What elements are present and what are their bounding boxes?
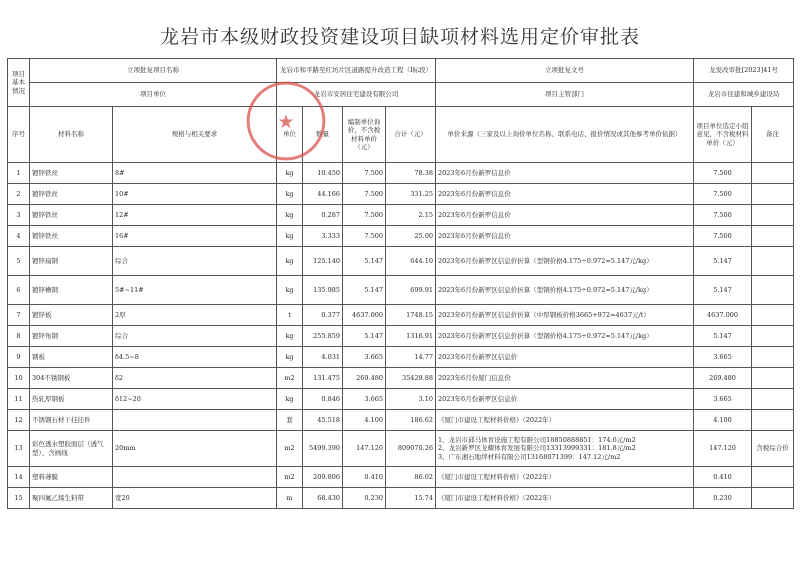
row-total: 1748.15 (386, 305, 436, 326)
table-row (8, 431, 794, 467)
row-total: 1316.91 (386, 326, 436, 347)
row-approved: 0.410 (694, 467, 752, 488)
table-row (8, 205, 794, 226)
col-header-total: 合计（元） (386, 107, 436, 163)
row-qty: 135.985 (303, 276, 343, 305)
page-title: 龙岩市本级财政投资建设项目缺项材料选用定价审批表 (159, 26, 640, 48)
row-unit: m (277, 488, 303, 509)
table-row (8, 347, 794, 368)
row-no: 1 (8, 163, 30, 184)
row-qty: 255.859 (303, 326, 343, 347)
row-total: 15.74 (386, 488, 436, 509)
row-material: 镀锌铁丝 (30, 226, 113, 247)
row-spec (113, 467, 277, 488)
row-note (752, 247, 794, 276)
row-source: 2023年6月份新罗信息价 (436, 205, 694, 226)
approval-table (7, 58, 794, 509)
row-total: 699.91 (386, 276, 436, 305)
row-qty: 10.450 (303, 163, 343, 184)
col-header-source: 单价来源（三家及以上询价单位名称、联系电话、报价情况或其他参考单价依据） (436, 107, 694, 163)
row-price: 7.500 (343, 184, 386, 205)
row-qty: 0.377 (303, 305, 343, 326)
row-total: 644.10 (386, 247, 436, 276)
project-info-label: 项目基本情况 (8, 59, 30, 107)
row-spec: 12# (113, 205, 277, 226)
row-source-line: 3、广东湘石地坪材料有限公司13168071399：147.12元/m2 (438, 452, 621, 461)
row-qty: 3.333 (303, 226, 343, 247)
row-note (752, 305, 794, 326)
row-approved: 7.500 (694, 226, 752, 247)
row-approved: 5.147 (694, 247, 752, 276)
table-row (8, 184, 794, 205)
row-material: 镀锌铁丝 (30, 163, 113, 184)
row-note (752, 347, 794, 368)
row-spec: δ2 (113, 368, 277, 389)
row-unit: kg (277, 163, 303, 184)
row-approved: 4.100 (694, 410, 752, 431)
row-price: 7.500 (343, 205, 386, 226)
row-note (752, 467, 794, 488)
row-unit: kg (277, 226, 303, 247)
row-qty: 45.518 (303, 410, 343, 431)
row-no: 2 (8, 184, 30, 205)
row-spec: 宽20 (113, 488, 277, 509)
row-unit: kg (277, 276, 303, 305)
row-material: 热轧厚钢板 (30, 389, 113, 410)
row-price: 0.410 (343, 467, 386, 488)
row-price: 4637.000 (343, 305, 386, 326)
row-spec: 综合 (113, 247, 277, 276)
row-no: 9 (8, 347, 30, 368)
row-price: 3.665 (343, 347, 386, 368)
project-unit-value: 龙岩市安居住宅建设有限公司 (277, 83, 436, 107)
row-price: 269.480 (343, 368, 386, 389)
row-material: 镀锌扁钢 (30, 247, 113, 276)
row-total: 809070.26 (386, 431, 436, 467)
row-qty: 209.806 (303, 467, 343, 488)
row-qty: 0.846 (303, 389, 343, 410)
row-spec: 20mm (113, 431, 277, 467)
col-header-spec: 规格与相关要求 (113, 107, 277, 163)
row-note (752, 410, 794, 431)
row-approved: 5.147 (694, 326, 752, 347)
row-source: 2023年6月份新罗区信息价折算（型钢价格4.175÷0.972=5.147元/kg） (436, 247, 694, 276)
table-row (8, 305, 794, 326)
row-total: 2.15 (386, 205, 436, 226)
row-note (752, 488, 794, 509)
row-no: 7 (8, 305, 30, 326)
row-unit: t (277, 305, 303, 326)
row-unit: kg (277, 205, 303, 226)
row-unit: 套 (277, 410, 303, 431)
row-source: 2023年6月份新罗区信息价 (436, 347, 694, 368)
row-spec: 8# (113, 163, 277, 184)
row-price: 3.665 (343, 389, 386, 410)
row-source: 《厦门市建设工程材料价格》（2022年） (436, 410, 694, 431)
row-approved: 4637.000 (694, 305, 752, 326)
approval-name-value: 龙岩市和平路至红坊片区道路提升改造工程（Ⅰ标段） (277, 59, 436, 83)
row-qty: 4.031 (303, 347, 343, 368)
row-approved: 3.665 (694, 347, 752, 368)
row-price: 5.147 (343, 326, 386, 347)
row-qty: 5499.390 (303, 431, 343, 467)
col-header-note: 备注 (752, 107, 794, 163)
row-note (752, 368, 794, 389)
row-source-line: 2、龙岩新罗区龙耀体育发展有限公司13313999331：181.8元/m2 (438, 444, 636, 453)
row-approved: 7.500 (694, 163, 752, 184)
row-total: 14.77 (386, 347, 436, 368)
row-material: 镀锌铁丝 (30, 205, 113, 226)
row-total: 35429.88 (386, 368, 436, 389)
row-material: 聚四氟乙烯生料带 (30, 488, 113, 509)
row-no: 3 (8, 205, 30, 226)
table-row (8, 276, 794, 305)
row-material: 镀锌铁丝 (30, 184, 113, 205)
row-material: 镀锌板 (30, 305, 113, 326)
table-row (8, 467, 794, 488)
row-note (752, 389, 794, 410)
row-material: 塑料薄膜 (30, 467, 113, 488)
row-qty: 131.475 (303, 368, 343, 389)
row-note (752, 326, 794, 347)
row-approved: 3.665 (694, 389, 752, 410)
authority-value: 龙岩市住建和城乡建设局 (694, 83, 794, 107)
row-material: 镀锌槽钢 (30, 276, 113, 305)
row-approved: 7.500 (694, 205, 752, 226)
row-total: 78.38 (386, 163, 436, 184)
row-approved: 5.147 (694, 276, 752, 305)
row-qty: 44.166 (303, 184, 343, 205)
row-unit: kg (277, 389, 303, 410)
row-price: 7.500 (343, 163, 386, 184)
row-unit: kg (277, 326, 303, 347)
row-price: 0.230 (343, 488, 386, 509)
row-source-line: 1、龙岩市邱马体育设施工程有限公司18850888851：174.6元/m2 (438, 436, 636, 445)
row-note: 含税综合价 (752, 431, 794, 467)
row-unit: kg (277, 347, 303, 368)
row-spec: δ12~20 (113, 389, 277, 410)
row-source: 2023年6月份新罗区信息价 (436, 389, 694, 410)
table-row (8, 163, 794, 184)
row-source: 2023年6月份厦门信息价 (436, 368, 694, 389)
row-spec: δ4.5~8 (113, 347, 277, 368)
row-unit: m2 (277, 431, 303, 467)
row-price: 4.100 (343, 410, 386, 431)
row-total: 86.02 (386, 467, 436, 488)
row-total: 186.62 (386, 410, 436, 431)
row-total: 331.25 (386, 184, 436, 205)
row-note (752, 163, 794, 184)
approval-no-label: 立项批复文号 (436, 59, 694, 83)
row-spec: 5#~11# (113, 276, 277, 305)
table-row (8, 247, 794, 276)
row-no: 15 (8, 488, 30, 509)
row-source: 2023年6月份新罗区信息价折算（中厚钢板价格3665+972=4637元/t） (436, 305, 694, 326)
row-unit: kg (277, 247, 303, 276)
row-material: 304不锈钢板 (30, 368, 113, 389)
row-source: 2023年6月份新罗信息价 (436, 226, 694, 247)
row-spec: 10# (113, 184, 277, 205)
row-material: 不锈钢石材干挂挂件 (30, 410, 113, 431)
row-price: 7.500 (343, 226, 386, 247)
authority-label: 项目主管部门 (436, 83, 694, 107)
svg-text:★: ★ (277, 110, 295, 133)
row-note (752, 276, 794, 305)
row-material: 彩色透水塑胶面层（透气型）、含画线 (30, 431, 113, 467)
row-note (752, 226, 794, 247)
col-header-material: 材料名称 (30, 107, 113, 163)
approval-no-value: 龙发改审批[2023]41号 (694, 59, 794, 83)
row-no: 5 (8, 247, 30, 276)
row-unit: m2 (277, 467, 303, 488)
row-no: 4 (8, 226, 30, 247)
row-source: 2023年6月份新罗区信息价折算（型钢价格4.175÷0.972=5.147元/kg） (436, 326, 694, 347)
row-price: 5.147 (343, 276, 386, 305)
row-approved: 0.230 (694, 488, 752, 509)
row-no: 14 (8, 467, 30, 488)
row-material: 钢板 (30, 347, 113, 368)
row-no: 10 (8, 368, 30, 389)
col-header-qty: 数量 (303, 107, 343, 163)
row-note (752, 205, 794, 226)
row-spec: 16# (113, 226, 277, 247)
table-row (8, 226, 794, 247)
row-no: 11 (8, 389, 30, 410)
row-qty: 0.287 (303, 205, 343, 226)
row-total: 3.10 (386, 389, 436, 410)
col-header-seq: 序号 (8, 107, 30, 163)
row-material: 镀锌角钢 (30, 326, 113, 347)
row-no: 12 (8, 410, 30, 431)
row-spec: 2厚 (113, 305, 277, 326)
row-spec: 综合 (113, 326, 277, 347)
row-source: 2023年6月份新罗信息价 (436, 163, 694, 184)
project-unit-label: 项目单位 (30, 83, 277, 107)
table-row (8, 326, 794, 347)
row-approved: 7.500 (694, 184, 752, 205)
col-header-price: 编制单位询价，不含税材料单价（元） (343, 107, 386, 163)
table-row (8, 488, 794, 509)
table-row (8, 368, 794, 389)
row-no: 8 (8, 326, 30, 347)
row-source: 《厦门市建设工程材料价格》（2022年） (436, 488, 694, 509)
table-row (8, 389, 794, 410)
row-qty: 68.430 (303, 488, 343, 509)
row-unit: kg (277, 184, 303, 205)
col-header-approved: 项目单位选定小组意见，不含税材料单价（元） (694, 107, 752, 163)
row-source: 《厦门市建设工程材料价格》（2022年） (436, 467, 694, 488)
row-approved: 269.480 (694, 368, 752, 389)
row-source (436, 431, 694, 467)
row-approved: 147.120 (694, 431, 752, 467)
row-source: 2023年6月份新罗信息价 (436, 184, 694, 205)
row-qty: 125.140 (303, 247, 343, 276)
row-no: 13 (8, 431, 30, 467)
table-row (8, 410, 794, 431)
approval-name-label: 立项批复项目名称 (30, 59, 277, 83)
row-source: 2023年6月份新罗区信息价折算（型钢价格4.175÷0.972=5.147元/kg） (436, 276, 694, 305)
row-price: 5.147 (343, 247, 386, 276)
row-total: 25.00 (386, 226, 436, 247)
row-spec (113, 410, 277, 431)
row-price: 147.120 (343, 431, 386, 467)
row-no: 6 (8, 276, 30, 305)
row-unit: m2 (277, 368, 303, 389)
col-header-unit: 单位 (277, 107, 303, 163)
row-note (752, 184, 794, 205)
